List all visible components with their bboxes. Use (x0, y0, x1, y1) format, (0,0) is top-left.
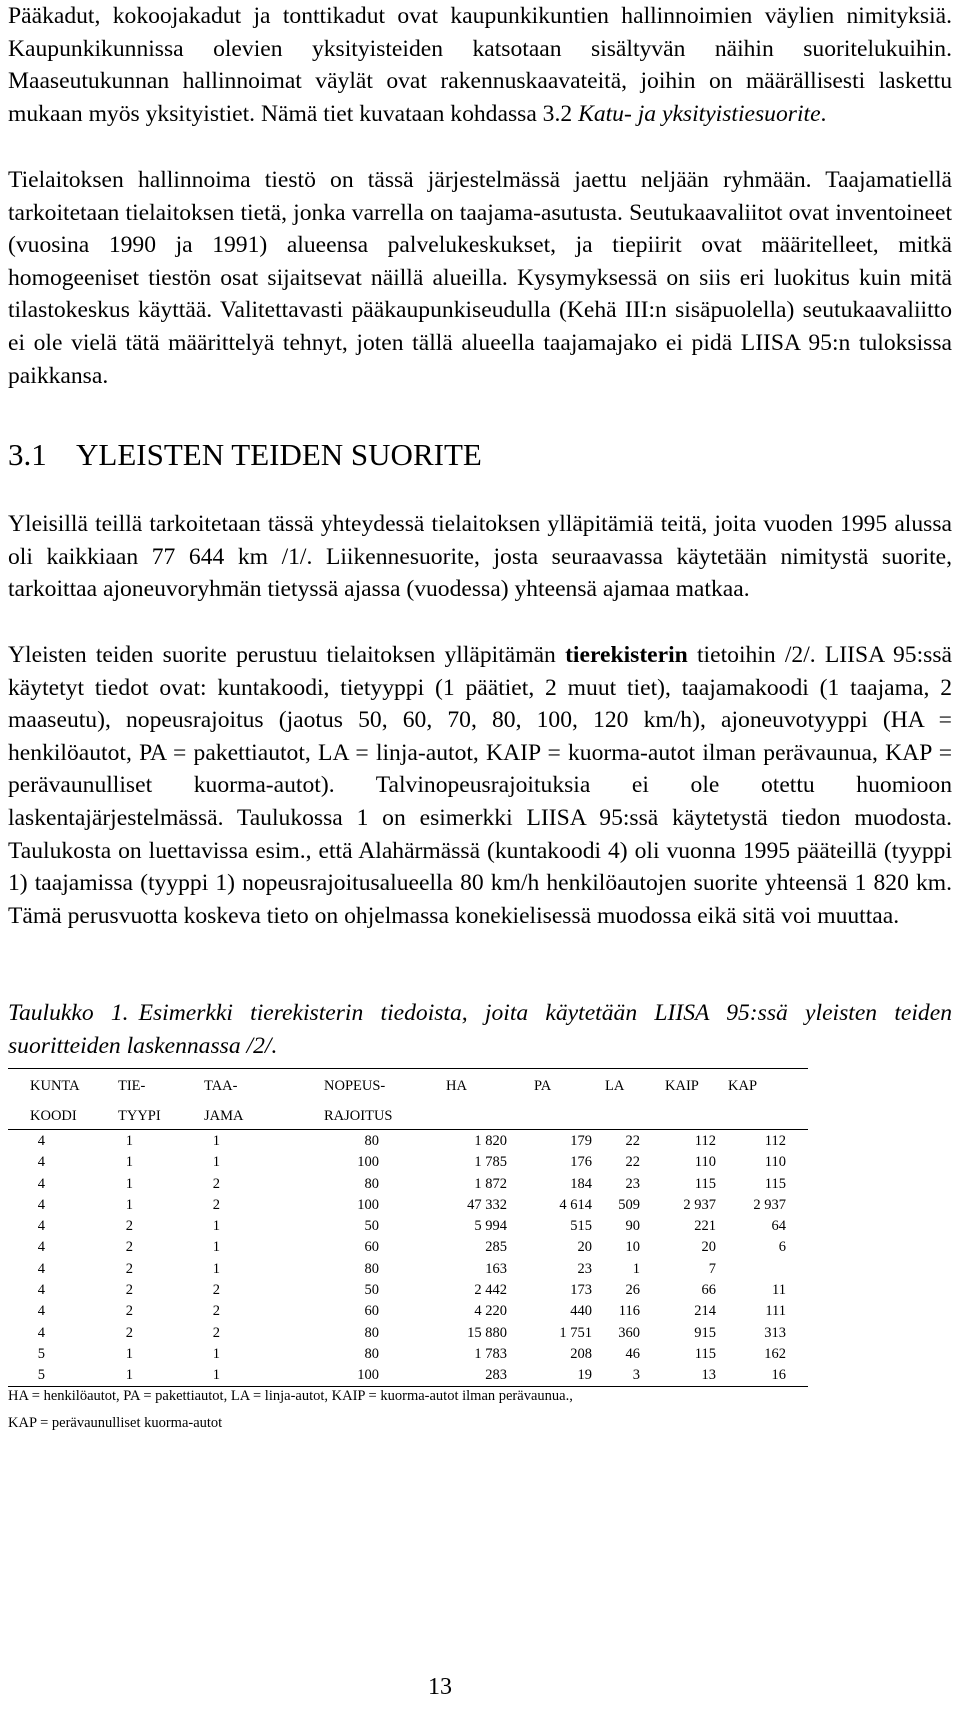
table-cell-kaip: 2 937 (683, 1196, 716, 1213)
table-cell-kaip: 214 (694, 1303, 716, 1320)
table-cell-tie-tyyppi: 1 (125, 1367, 133, 1384)
table-cell-pa: 179 (570, 1133, 592, 1149)
table-row (8, 1130, 808, 1151)
table-cell-tie-tyyppi: 2 (125, 1324, 133, 1341)
column-header-tie-tyyppi: TIE- (118, 1078, 146, 1094)
table-cell-tie-tyyppi: 1 (125, 1345, 133, 1362)
table-cell-nopeusrajoitus: 50 (364, 1218, 379, 1235)
table-cell-taajama: 1 (212, 1260, 220, 1277)
table-cell-kunta-koodi: 4 (37, 1154, 45, 1171)
table-cell-kunta-koodi: 4 (37, 1196, 45, 1213)
table-cell-nopeusrajoitus: 100 (357, 1367, 379, 1384)
table-cell-kap: 115 (764, 1175, 786, 1192)
table-cell-kaip: 13 (701, 1367, 716, 1384)
table-cell-tie-tyyppi: 1 (125, 1175, 133, 1192)
table-cell-kaip: 221 (694, 1218, 716, 1235)
column-header-kaip: KAIP (665, 1078, 699, 1094)
table-cell-kap: 6 (778, 1239, 786, 1256)
table-cell-pa: 176 (570, 1154, 592, 1171)
table-cell-ha: 283 (485, 1367, 507, 1384)
column-header-kunta-koodi: KOODI (30, 1108, 77, 1124)
column-header-pa: PA (534, 1078, 552, 1094)
table-cell-tie-tyyppi: 2 (125, 1282, 133, 1299)
table-cell-ha: 163 (485, 1260, 507, 1277)
table-caption-text: Esimerkki tierekisterin tiedoista, joita käytetään LIISA 95:ssä yleisten teiden suoritteiden laskennassa /2/. (8, 1000, 952, 1059)
table-cell-nopeusrajoitus: 50 (364, 1282, 379, 1299)
table-cell-tie-tyyppi: 2 (125, 1239, 133, 1256)
table-footnote: KAP = perävaunulliset kuorma-autot (8, 1415, 223, 1431)
table-cell-kunta-koodi: 4 (37, 1303, 45, 1320)
table-cell-pa: 184 (570, 1175, 592, 1192)
table-cell-la: 116 (618, 1303, 640, 1320)
table-cell-kaip: 110 (694, 1154, 716, 1171)
column-header-kap: KAP (728, 1078, 758, 1094)
table-cell-ha: 1 820 (474, 1133, 507, 1149)
table-cell-nopeusrajoitus: 100 (357, 1154, 379, 1171)
table-cell-nopeusrajoitus: 60 (364, 1239, 379, 1256)
table-caption-label: Taulukko 1. (8, 1000, 129, 1026)
column-header-taajama: JAMA (204, 1108, 244, 1124)
table-footnote: HA = henkilöautot, PA = pakettiautot, LA = linja-autot, KAIP = kuorma-autot ilman perävaunua., (8, 1388, 573, 1404)
table-cell-kap: 64 (771, 1218, 786, 1235)
table-caption (8, 997, 952, 1062)
table-cell-kaip: 20 (701, 1239, 716, 1256)
table-cell-kunta-koodi: 4 (37, 1218, 45, 1235)
table-cell-kunta-koodi: 4 (37, 1133, 45, 1149)
table-row (8, 1236, 808, 1257)
table-cell-kap: 162 (764, 1345, 786, 1362)
table-row (8, 1215, 808, 1236)
paragraph-road-groups: Tielaitoksen hallinnoima tiestö on tässä järjestelmässä jaettu neljään ryhmään. Taajamatiellä tarkoitetaan tielaitoksen tietä, jonka varrella on taajama-asutusta. Seutukaavaliitot ovat inventoineet (vuosina 1990 ja 1991) alueensa palvelukeskukset, ja tiepiirit ovat määritelleet, mitkä homogeeniset tiestön osat sijaitsevat näillä alueilla. Kysymyksessä on siis eri luokitus kuin mitä tilastokeskus käyttää. Valitettavasti pääkaupunkiseudulla (Kehä III:n sisäpuolella) seutukaavaliitto ei ole vielä tätä määrittelyä tehnyt, joten tällä alueella taajamajako ei pidä LIISA 95:n tuloksissa paikkansa. (8, 167, 952, 389)
section-reference: Katu- ja yksityistiesuorite (578, 100, 821, 127)
table-cell-ha: 15 880 (467, 1324, 507, 1341)
table-cell-la: 360 (618, 1324, 640, 1341)
section-heading (8, 437, 482, 473)
table-cell-nopeusrajoitus: 80 (364, 1345, 379, 1362)
table-cell-kaip: 115 (694, 1345, 716, 1362)
table-cell-kaip: 112 (694, 1133, 716, 1149)
table-cell-la: 26 (625, 1282, 640, 1299)
column-header-nopeusrajoitus: RAJOITUS (324, 1108, 393, 1124)
table-row (8, 1173, 808, 1194)
table-cell-kap: 313 (764, 1324, 786, 1341)
table-cell-taajama: 2 (212, 1303, 220, 1320)
table-cell-ha: 1 785 (474, 1154, 507, 1171)
table-body (8, 1130, 808, 1386)
table-cell-la: 509 (618, 1196, 640, 1213)
paragraph-public-roads: Yleisillä teillä tarkoitetaan tässä yhteydessä tielaitoksen ylläpitämiä teitä, joita vuoden 1995 alussa oli kaikkiaan 77 644 km /1/. Liikennesuorite, josta seuraavassa käytetään nimitystä suorite, tarkoittaa ajoneuvoryhmän tietyssä ajassa (vuodessa) yhteensä ajamaa matkaa. (8, 511, 952, 603)
table-cell-kunta-koodi: 4 (37, 1282, 45, 1299)
table-cell-kunta-koodi: 5 (37, 1345, 45, 1362)
table-row (8, 1151, 808, 1172)
table-cell-taajama: 2 (212, 1196, 220, 1213)
table-cell-taajama: 2 (212, 1175, 220, 1192)
paragraph-street-types: Pääkadut, kokoojakadut ja tonttikadut ovat kaupunkikuntien hallinnoimien väylien nimityksiä. Kaupunkikunnissa olevien yksityisteiden katsotaan sisältyvän näihin suoritelukuihin. Maaseutukunnan hallinnoimat väylät ovat rakennuskaavateitä, joihin on määrällisesti laskettu mukaan myös yksityistiet. Nämä tiet kuvataan kohdassa 3.2 Katu- ja yksityistiesuorite. (8, 3, 952, 127)
table-cell-la: 23 (625, 1175, 640, 1192)
table-cell-la: 1 (632, 1260, 640, 1277)
table-cell-ha: 2 442 (474, 1282, 507, 1299)
table-cell-tie-tyyppi: 1 (125, 1196, 133, 1213)
table-cell-kap: 110 (764, 1154, 786, 1171)
column-header-tie-tyyppi: TYYPI (118, 1108, 161, 1124)
table-cell-pa: 20 (577, 1239, 592, 1256)
table-cell-taajama: 1 (212, 1345, 220, 1362)
table-cell-kap: 2 937 (753, 1196, 786, 1213)
column-header-nopeusrajoitus: NOPEUS- (324, 1078, 386, 1094)
table-header (8, 1069, 808, 1129)
table-row (8, 1279, 808, 1300)
section-title: YLEISTEN TEIDEN SUORITE (76, 437, 482, 472)
table-cell-nopeusrajoitus: 80 (364, 1175, 379, 1192)
table-cell-nopeusrajoitus: 80 (364, 1324, 379, 1341)
table-cell-kunta-koodi: 4 (37, 1260, 45, 1277)
table-cell-ha: 1 783 (474, 1345, 507, 1362)
table-cell-kap: 112 (764, 1133, 786, 1149)
table-cell-pa: 1 751 (559, 1324, 592, 1341)
table-cell-pa: 19 (577, 1367, 592, 1384)
table-cell-taajama: 2 (212, 1282, 220, 1299)
column-header-ha: HA (446, 1078, 467, 1094)
table-cell-kaip: 7 (708, 1260, 716, 1277)
table-row (8, 1300, 808, 1321)
table-footnotes (8, 1383, 573, 1437)
table-cell-pa: 173 (570, 1282, 592, 1299)
table-cell-tie-tyyppi: 2 (125, 1218, 133, 1235)
table-cell-ha: 4 220 (474, 1303, 507, 1320)
road-register-table (8, 1068, 808, 1387)
table-cell-pa: 23 (577, 1260, 592, 1277)
road-register-term: tierekisterin (565, 642, 688, 668)
table-cell-taajama: 1 (212, 1154, 220, 1171)
table-cell-ha: 5 994 (474, 1218, 507, 1235)
table-row (8, 1194, 808, 1215)
table-cell-la: 90 (625, 1218, 640, 1235)
table-row (8, 1322, 808, 1343)
table-row (8, 1343, 808, 1364)
section-number: 3.1 (8, 437, 47, 472)
table-cell-taajama: 1 (212, 1239, 220, 1256)
table-cell-kunta-koodi: 4 (37, 1175, 45, 1192)
table-cell-kaip: 66 (701, 1282, 716, 1299)
column-header-kunta-koodi: KUNTA (30, 1078, 80, 1094)
table-cell-nopeusrajoitus: 60 (364, 1303, 379, 1320)
paragraph-road-register: Yleisten teiden suorite perustuu tielaitoksen ylläpitämän tierekisterin tietoihin /2/. LIISA 95:ssä käytetyt tiedot ovat: kuntakoodi, tietyyppi (1 päätiet, 2 muut tiet), taajamakoodi (1 taajama, 2 maaseutu), nopeusrajoitus (jaotus 50, 60, 70, 80, 100, 120 km/h), ajoneuvotyyppi (HA = henkilöautot, PA = pakettiautot, LA = linja-autot, KAIP = kuorma-autot ilman perävaunua, KAP = perävaunulliset kuorma-autot). Talvinopeusrajoituksia ei ole otettu huomioon laskentajärjestelmässä. Taulukossa 1 on esimerkki LIISA 95:ssä käytetystä tiedon muodosta. Taulukosta on luettavissa esim., että Alahärmässä (kuntakoodi 4) oli vuonna 1995 pääteillä (tyyppi 1) taajamissa (tyyppi 1) nopeusrajoitusalueella 80 km/h henkilöautojen suorite yhteensä 1 820 km. Tämä perusvuotta koskeva tieto on ohjelmassa konekielisessä muodossa eikä sitä voi muuttaa. (8, 642, 952, 929)
page-number: 13 (428, 1674, 452, 1700)
table-cell-taajama: 1 (212, 1133, 220, 1149)
table-cell-nopeusrajoitus: 80 (364, 1260, 379, 1277)
table-cell-ha: 1 872 (474, 1175, 507, 1192)
table-cell-kunta-koodi: 5 (37, 1367, 45, 1384)
table-cell-ha: 47 332 (467, 1196, 507, 1213)
table-cell-la: 22 (625, 1133, 640, 1149)
table-cell-tie-tyyppi: 1 (125, 1133, 133, 1149)
table-cell-pa: 440 (570, 1303, 592, 1320)
table-cell-kunta-koodi: 4 (37, 1239, 45, 1256)
table-cell-ha: 285 (485, 1239, 507, 1256)
table-cell-kaip: 115 (694, 1175, 716, 1192)
table-cell-pa: 4 614 (559, 1196, 592, 1213)
table-cell-la: 22 (625, 1154, 640, 1171)
table-cell-tie-tyyppi: 1 (125, 1154, 133, 1171)
column-header-la: LA (605, 1078, 625, 1094)
table-cell-kap: 16 (771, 1367, 786, 1384)
column-header-taajama: TAA- (204, 1078, 238, 1094)
table-cell-tie-tyyppi: 2 (125, 1260, 133, 1277)
table-cell-la: 10 (625, 1239, 640, 1256)
table-row (8, 1258, 808, 1279)
table-cell-kap: 111 (765, 1303, 786, 1320)
table-cell-kaip: 915 (694, 1324, 716, 1341)
table-cell-pa: 515 (570, 1218, 592, 1235)
table-cell-la: 3 (632, 1367, 640, 1384)
table-cell-taajama: 2 (212, 1324, 220, 1341)
table-cell-tie-tyyppi: 2 (125, 1303, 133, 1320)
table-cell-taajama: 1 (212, 1218, 220, 1235)
table-cell-pa: 208 (570, 1345, 592, 1362)
table-cell-la: 46 (625, 1345, 640, 1362)
table-cell-nopeusrajoitus: 100 (357, 1196, 379, 1213)
table-cell-taajama: 1 (212, 1367, 220, 1384)
table-cell-kap: 11 (772, 1282, 786, 1299)
table-cell-kunta-koodi: 4 (37, 1324, 45, 1341)
table-cell-nopeusrajoitus: 80 (364, 1133, 379, 1149)
